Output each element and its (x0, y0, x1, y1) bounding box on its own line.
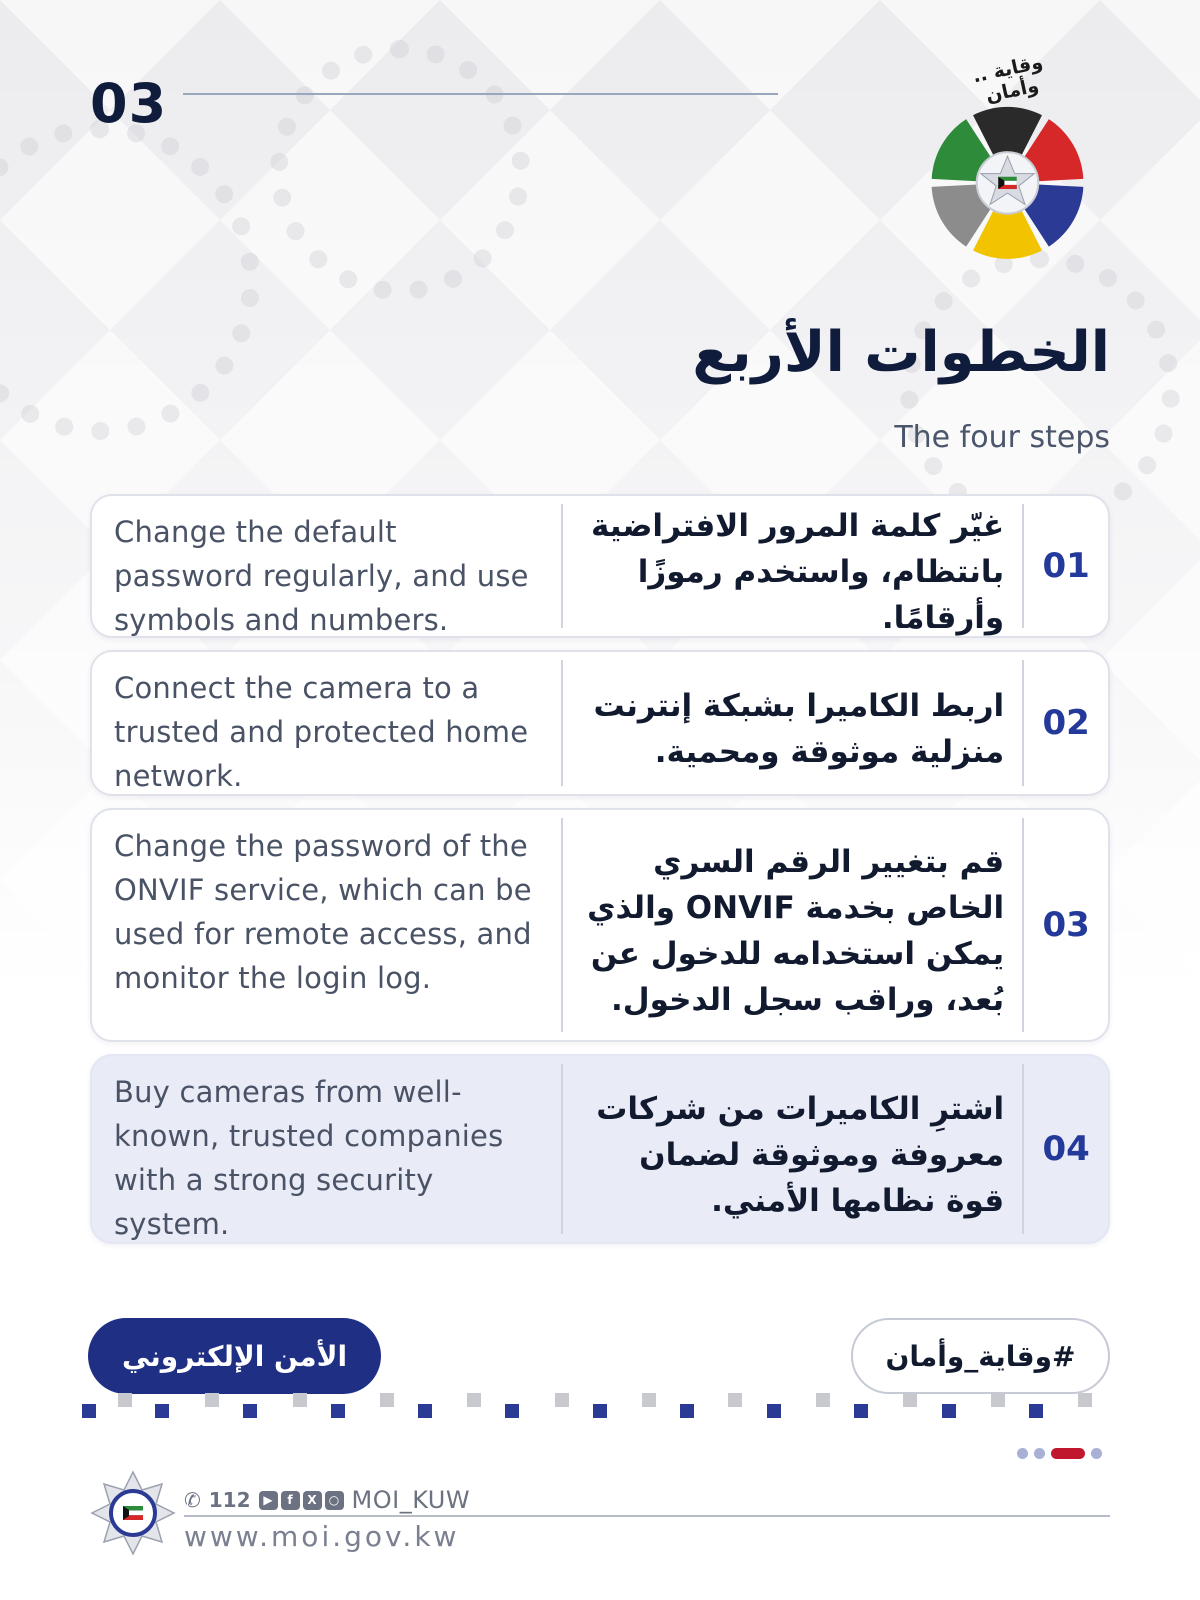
step-number: 02 (1042, 703, 1090, 743)
step-card-highlighted (90, 1054, 1110, 1244)
step-number: 04 (1042, 1129, 1090, 1169)
step-number: 01 (1042, 546, 1090, 586)
decorative-square (593, 1404, 607, 1418)
decorative-square (942, 1404, 956, 1418)
category-badge: الأمن الإلكتروني (88, 1318, 381, 1394)
step-arabic-text: غيّر كلمة المرور الافتراضية بانتظام، واستخدم رموزًا وأرقامًا. (591, 508, 1005, 636)
kuwait-police-emblem-icon (90, 1470, 176, 1556)
step-english-text: Change the default password regularly, and use symbols and numbers. (114, 515, 529, 637)
decorative-square (293, 1393, 307, 1407)
decorative-square (118, 1393, 132, 1407)
page-title-english: The four steps (894, 420, 1110, 455)
footer-contacts (184, 1486, 470, 1514)
decorative-square (418, 1404, 432, 1418)
facebook-icon[interactable]: f (281, 1491, 300, 1510)
step-english-text: Change the password of the ONVIF service, which can be used for remote access, and monitor the login log. (114, 829, 532, 995)
step-number: 03 (1042, 905, 1090, 945)
decorative-square (991, 1393, 1005, 1407)
decorative-square (1029, 1404, 1043, 1418)
instagram-icon[interactable]: ○ (325, 1491, 344, 1510)
decorative-square (816, 1393, 830, 1407)
step-arabic-text: قم بتغيير الرقم السري الخاص بخدمة ONVIF والذي يمكن استخدامه للدخول عن بُعد، وراقب سجل الدخول. (587, 844, 1005, 1018)
decorative-square (331, 1404, 345, 1418)
decorative-square (243, 1404, 257, 1418)
decorative-square (155, 1404, 169, 1418)
decorative-square (854, 1404, 868, 1418)
decorative-square (467, 1393, 481, 1407)
decorative-square (767, 1404, 781, 1418)
hashtag-badge: #وقاية_وأمان (851, 1318, 1110, 1394)
background-decoration (270, 40, 530, 300)
background-decoration (900, 250, 1180, 530)
footer-rule (184, 1515, 1110, 1517)
step-card (90, 494, 1110, 638)
campaign-wheel-icon (905, 80, 1110, 255)
background-decoration (0, 120, 260, 440)
page-title-arabic: الخطوات الأربع (692, 320, 1110, 385)
decorative-square (642, 1393, 656, 1407)
campaign-wheel-logo (905, 80, 1110, 255)
carousel-dot (1017, 1448, 1028, 1459)
decorative-square (680, 1404, 694, 1418)
step-arabic-text: اشترِ الكاميرات من شركات معروفة وموثوقة لضمان قوة نظامها الأمني. (596, 1091, 1005, 1219)
campaign-tagline: وقاية .. وأمان (970, 51, 1045, 108)
carousel-dot (1034, 1448, 1045, 1459)
step-card (90, 650, 1110, 796)
step-card (90, 808, 1110, 1042)
phone-icon: ✆ (184, 1488, 201, 1512)
decorative-square (205, 1393, 219, 1407)
carousel-dot-active (1051, 1448, 1085, 1459)
phone-number: 112 (208, 1488, 251, 1512)
step-arabic-text: اربط الكاميرا بشبكة إنترنت منزلية موثوقة ومحمية. (593, 688, 1005, 770)
website-link[interactable]: www.moi.gov.kw (184, 1520, 460, 1553)
carousel-dot (1091, 1448, 1102, 1459)
decorative-square (903, 1393, 917, 1407)
decorative-square (505, 1404, 519, 1418)
decorative-square (555, 1393, 569, 1407)
social-handle: MOI_KUW (351, 1486, 471, 1514)
decorative-square (728, 1393, 742, 1407)
step-english-text: Connect the camera to a trusted and protected home network. (114, 671, 529, 793)
decorative-square (380, 1393, 394, 1407)
carousel-indicator (1017, 1448, 1102, 1459)
page-number: 03 (90, 72, 168, 135)
x-icon[interactable]: X (303, 1491, 322, 1510)
decorative-square (1078, 1393, 1092, 1407)
youtube-icon[interactable]: ▶ (259, 1491, 278, 1510)
step-english-text: Buy cameras from well-known, trusted companies with a strong security system. (114, 1075, 504, 1241)
social-icons (259, 1491, 344, 1510)
header-rule (183, 93, 778, 95)
decorative-square (82, 1404, 96, 1418)
